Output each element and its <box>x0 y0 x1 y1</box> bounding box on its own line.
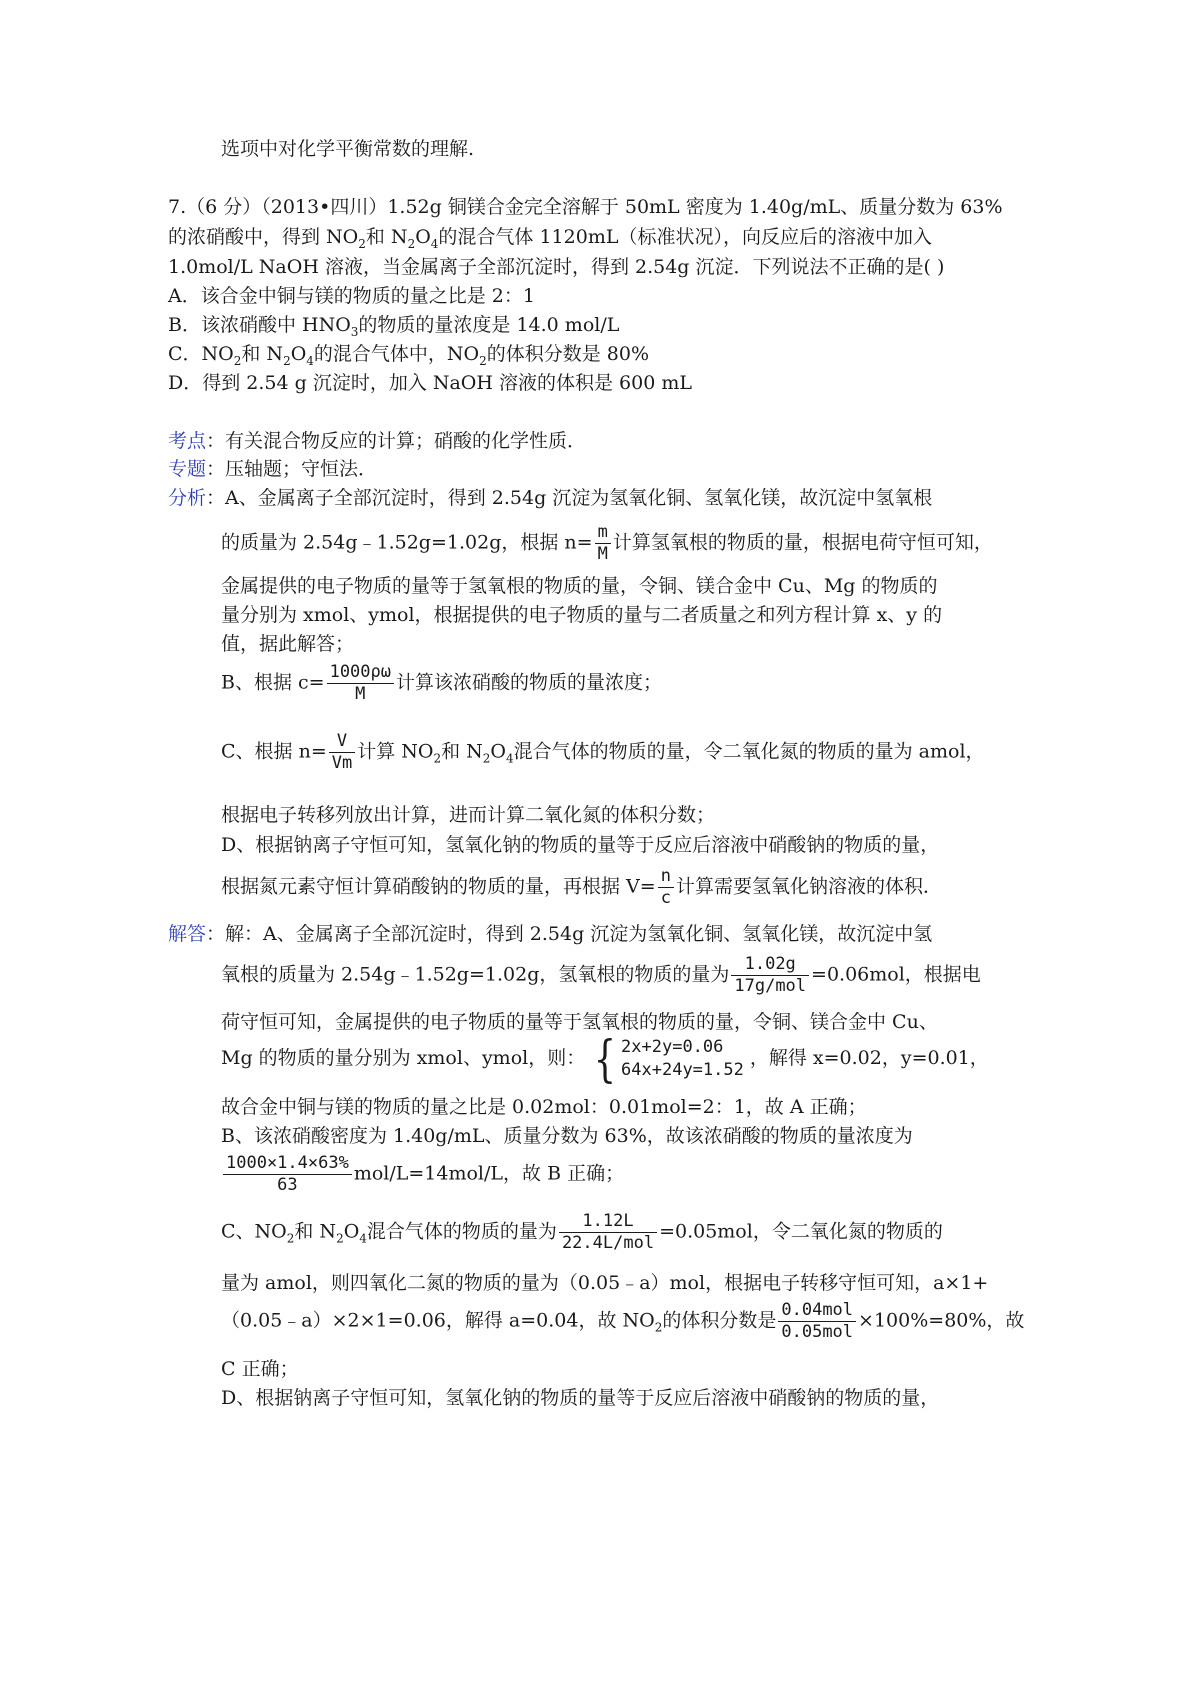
fenxi-line-8: 根据电子转移列放出计算，进而计算二氧化氮的体积分数； <box>221 804 716 826</box>
fenxi-line-10: 根据氮元素守恒计算硝酸钠的物质的量，再根据 V= $\frac{n}{c}$ 计算需要氢氧化钠溶液的体积． <box>221 866 942 908</box>
jieda-line-7: $\frac{1000\times 1.4\times 63\%}{63}$ mol/L=14mol/L，故 B 正确； <box>221 1155 624 1194</box>
fenxi-line-4: 量分别为 xmol、ymol，根据提供的电子物质的量与二者质量之和列方程计算 x、y 的 <box>221 604 943 626</box>
fraction-oh-moles: $\frac{1.02g}{\text{17g/mol}}$ <box>731 956 809 995</box>
option-c: C．$NO_2$和 $N_2O_4$的混合气体中，$NO_2$的体积分数是 80% <box>168 343 650 368</box>
option-a: A．该合金中铜与镁的物质的量之比是 2：1 <box>168 285 535 307</box>
fenxi-line-3: 金属提供的电子物质的量等于氢氧根的物质的量，令铜、镁合金中 Cu、Mg 的物质的 <box>221 575 938 597</box>
jieda-line-6: B、该浓硝酸密度为 1.40g/mL、质量分数为 63%，故该浓硝酸的物质的量浓度为 <box>221 1125 913 1147</box>
fenxi-label: 分析 <box>168 487 207 509</box>
fraction-m-over-M: $\frac{m}{M}$ <box>595 524 611 563</box>
jieda-line-10: （0.05﹣a）×2×1=0.06，解得 a=0.04，故 $NO_2$的体积分数是 $\frac{\text{0.04mol}}{\text{0.05mol}}$ ×100%=80%，故 <box>221 1300 1025 1342</box>
question-line-1: 7.（6 分）（2013•四川）1.52g 铜镁合金完全溶解于 50mL 密度为 1.40g/mL、质量分数为 63% <box>168 196 1003 218</box>
fraction-nitric-concentration: $\frac{1000\times 1.4\times 63\%}{63}$ <box>223 1155 352 1194</box>
fenxi-line-7: C、根据 n= $\frac{V}{Vm}$ 计算 $NO_2$和 $N_2O_4$混合气体的物质的量，令二氧化氮的物质的量为 amol， <box>221 731 985 773</box>
question-line-2: 的浓硝酸中，得到 $NO_2$和 $N_2O_4$的混合气体 1120mL（标准状况），向反应后的溶液中加入 <box>168 226 932 251</box>
fenxi-line-5: 值，据此解答； <box>221 633 355 655</box>
jieda-line-11: C 正确； <box>221 1358 299 1380</box>
fenxi-line-2: 的质量为 2.54g﹣1.52g=1.02g，根据 n= $\frac{m}{M}$ 计算氢氧根的物质的量，根据电荷守恒可知， <box>221 522 993 564</box>
jieda-line-5: 故合金中铜与镁的物质的量之比是 0.02mol：0.01mol=2：1，故 A 正确； <box>221 1096 867 1118</box>
fraction-v-over-vm: $\frac{V}{Vm}$ <box>329 733 355 772</box>
kaodian-line: 考点：有关混合物反应的计算；硝酸的化学性质． <box>168 430 587 452</box>
jieda-line-9: 量为 amol，则四氧化二氮的物质的量为（0.05﹣a）mol，根据电子转移守恒可知，a×1+ <box>221 1272 989 1294</box>
question-line-3: 1.0mol/L NaOH 溶液，当金属离子全部沉淀时，得到 2.54g 沉淀．下列说法不正确的是( ) <box>168 256 945 278</box>
jieda-line-4: Mg 的物质的量分别为 xmol、ymol，则： { 2x+2y=0.06 64x+24y=1.52 ，解得 x=0.02，y=0.01， <box>221 1030 989 1088</box>
fraction-concentration: $\frac{1000\rho\omega}{M}$ <box>327 664 394 703</box>
prev-question-tail: 选项中对化学平衡常数的理解. <box>221 138 475 160</box>
jieda-label: 解答 <box>168 923 207 945</box>
zhuanti-label: 专题 <box>168 458 207 480</box>
fenxi-line-1: 分析：A、金属离子全部沉淀时，得到 2.54g 沉淀为氢氧化铜、氢氧化镁，故沉淀中氢氧根 <box>168 487 933 509</box>
kaodian-label: 考点 <box>168 430 207 452</box>
fenxi-line-6: B、根据 c= $\frac{1000\rho\omega}{M}$ 计算该浓硝酸的物质的量浓度； <box>221 662 663 704</box>
jieda-line-3: 荷守恒可知，金属提供的电子物质的量等于氢氧根的物质的量，令铜、镁合金中 Cu、 <box>221 1011 938 1033</box>
fraction-volume-fraction: $\frac{\text{0.04mol}}{\text{0.05mol}}$ <box>778 1302 856 1341</box>
fenxi-line-9: D、根据钠离子守恒可知，氢氧化钠的物质的量等于反应后溶液中硝酸钠的物质的量， <box>221 834 940 856</box>
jieda-line-2: 氧根的质量为 2.54g﹣1.52g=1.02g，氢氧根的物质的量为 $\frac{1.02g}{\text{17g/mol}}$ =0.06mol，根据电 <box>221 954 981 996</box>
fraction-n-over-c: $\frac{n}{c}$ <box>658 868 674 907</box>
zhuanti-line: 专题：压轴题；守恒法． <box>168 458 378 480</box>
equation-system: { 2x+2y=0.06 64x+24y=1.52 <box>593 1030 744 1088</box>
option-b: B．该浓硝酸中 $HNO_3$的物质的量浓度是 14.0 mol/L <box>168 314 620 339</box>
fraction-gas-moles: $\frac{1.12L}{\text{22.4L/mol}}$ <box>559 1213 657 1252</box>
jieda-line-12: D、根据钠离子守恒可知，氢氧化钠的物质的量等于反应后溶液中硝酸钠的物质的量， <box>221 1387 940 1409</box>
left-brace-icon: { <box>593 1030 617 1088</box>
jieda-line-1: 解答：解：A、金属离子全部沉淀时，得到 2.54g 沉淀为氢氧化铜、氢氧化镁，故沉淀中氢 <box>168 923 933 945</box>
option-d: D．得到 2.54 g 沉淀时，加入 NaOH 溶液的体积是 600 mL <box>168 372 692 394</box>
jieda-line-8: C、$NO_2$和 $N_2O_4$混合气体的物质的量为 $\frac{1.12L}{\text{22.4L/mol}}$ =0.05mol，令二氧化氮的物质的 <box>221 1211 943 1253</box>
